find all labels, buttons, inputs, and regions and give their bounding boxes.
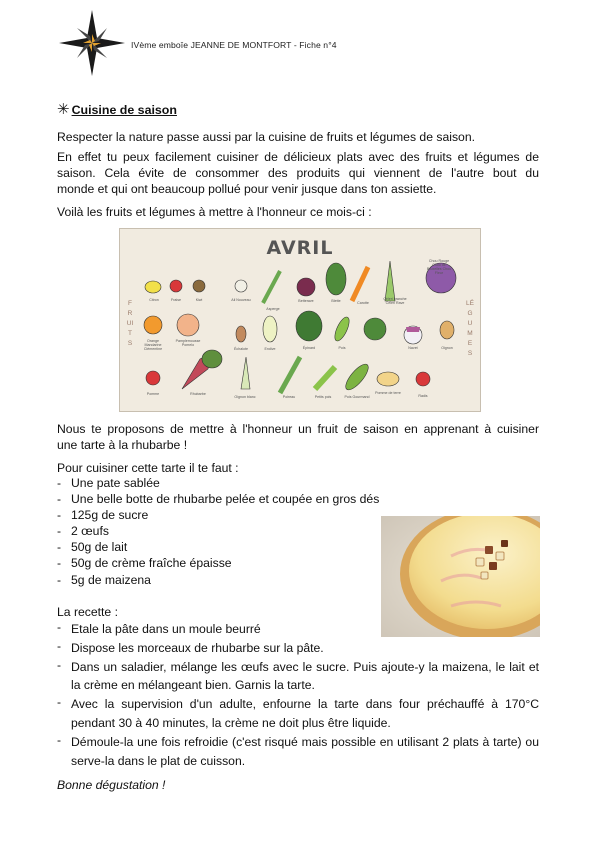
product-label: Carotte — [357, 301, 369, 305]
list-item: - 50g de lait — [57, 540, 128, 555]
produce-illustrations — [120, 229, 482, 413]
product-label: Pamplemousse Pomelo — [175, 339, 201, 347]
product-label: Épinard — [302, 346, 316, 350]
product-label: Échalote — [234, 347, 248, 351]
poster-title: AVRIL — [266, 237, 334, 259]
product-label: Pomme — [146, 392, 160, 396]
product-label: Chou Rouge Chou de Bruxelles Chou Fleur — [426, 259, 452, 275]
compass-logo — [57, 8, 127, 78]
intro-paragraph-2-line-2: saison. Cela évite de consommer des produits qui viennent de l'autre bout du — [57, 166, 539, 180]
list-item: - Dispose les morceaux de rhubarbe sur la pâte. — [57, 638, 324, 655]
list-item: - Avec la supervision d'un adulte, enfourne la tarte dans four préchauffé à 170°C pendant 30 à 40 minutes, la crème ne doit plus être liquide. — [57, 695, 539, 730]
header-title: IVème emboîe JEANNE DE MONTFORT - Fiche n°4 — [131, 40, 337, 50]
april-produce-poster — [119, 228, 481, 412]
product-label: Kiwi — [195, 298, 203, 302]
poster-fruits-label: FRUITS — [126, 300, 134, 347]
product-label: Radis — [418, 394, 428, 398]
list-item: - 5g de maizena — [57, 572, 151, 587]
intro-paragraph-3: Voilà les fruits et légumes à mettre à l'honneur ce mois-ci : — [57, 205, 372, 219]
recipe-steps — [57, 620, 539, 770]
intro-paragraph-2-line-3: monde et qui ont beaucoup pollué pour venir jusque dans ton assiette. — [57, 182, 437, 196]
list-item: - 50g de crème fraîche épaisse — [57, 556, 232, 571]
list-item: - Dans un saladier, mélange les œufs avec le sucre. Puis ajoute-y la maizena, le lait et la crème en mélangeant bien. Garnis la tarte. — [57, 657, 539, 693]
product-label: Orange Mandarine Clémentine — [143, 339, 163, 351]
list-item: - Une pate sablée — [57, 476, 160, 490]
product-label: Fraise — [171, 298, 181, 302]
product-label: Oignon — [441, 346, 453, 350]
recipe-intro: La recette : — [57, 605, 118, 619]
product-label: Céleri branche Céleri Rave — [383, 297, 407, 305]
list-item: - Etale la pâte dans un moule beurré — [57, 620, 261, 636]
product-label: Betterave — [298, 299, 314, 303]
list-item: - Démoule-la une fois refroidie (c'est risqué mais possible en utilisant 2 plats à tarte) ou serve-la dans le plat de cuisson. — [57, 732, 539, 768]
product-label: Rhubarbe — [190, 392, 206, 396]
list-item: - 2 œufs — [57, 524, 109, 539]
product-label: Ail Nouveau — [231, 298, 251, 302]
intro-paragraph-1: Respecter la nature passe aussi par la cuisine de fruits et légumes de saison. — [57, 130, 475, 144]
poster-legumes-label: LÉGUMES — [466, 300, 474, 357]
product-label: Blette — [331, 299, 341, 303]
product-label: Endive — [264, 347, 276, 351]
product-label: Pois — [338, 346, 346, 350]
product-label: Asperge — [266, 307, 280, 311]
intro-paragraph-2-line-1: En effet tu peux facilement cuisiner de délicieux plats avec des fruits et légumes de — [57, 150, 539, 164]
product-label: Petits pois — [314, 395, 332, 399]
list-item: - Une belle botte de rhubarbe pelée et coupée en gros dés — [57, 492, 380, 507]
asterisk-icon: ✳ — [57, 101, 70, 118]
product-label: Pomme de terre — [375, 391, 401, 395]
product-label: Poireau — [282, 395, 296, 399]
ingredients-list — [57, 475, 379, 588]
product-label: Pois Gourmand — [344, 395, 370, 399]
closing-text: Bonne dégustation ! — [57, 778, 166, 792]
section-title — [57, 100, 177, 118]
list-item: - 125g de sucre — [57, 508, 149, 523]
proposal-line-1: Nous te proposons de mettre à l'honneur un fruit de saison en apprenant à cuisiner — [57, 422, 539, 436]
product-label: Oignon blanc — [234, 395, 256, 399]
product-label: Citron — [149, 298, 159, 302]
ingredients-intro: Pour cuisiner cette tarte il te faut : — [57, 461, 239, 475]
proposal-line-2: une tarte à la rhubarbe ! — [57, 438, 188, 452]
product-label: Navet — [408, 346, 418, 350]
section-title-text: Cuisine de saison — [71, 103, 177, 117]
